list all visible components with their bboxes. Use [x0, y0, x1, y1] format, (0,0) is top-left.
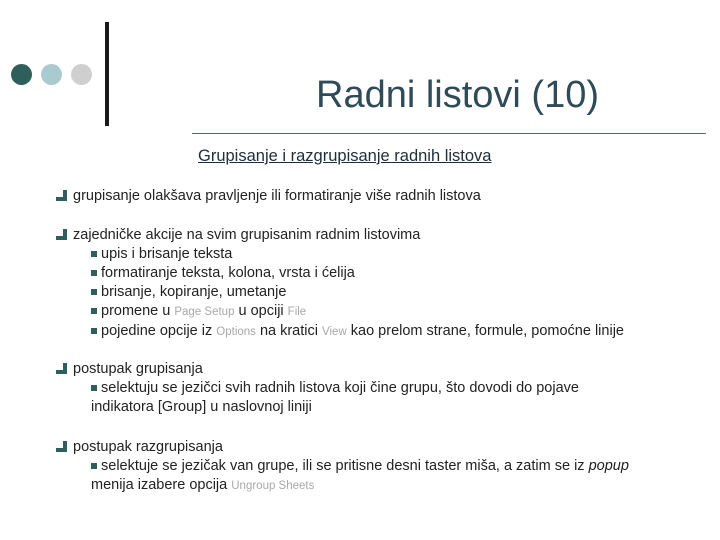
- menu-ref-ungroup-sheets: Ungroup Sheets: [231, 480, 315, 492]
- small-square-bullet-icon: [91, 251, 97, 257]
- menu-ref-file: File: [287, 306, 307, 318]
- bullet-block-1: [60, 187, 710, 206]
- bullet-block-2: [60, 226, 710, 342]
- square-bullet-icon: [56, 441, 67, 452]
- sub-bullet-text: selektuju se jezičci svih radnih listova koji čine grupu, što dovodi do pojave: [101, 380, 579, 396]
- small-square-bullet-icon: [91, 328, 97, 334]
- small-square-bullet-icon: [91, 270, 97, 276]
- sub-bullet-continuation: indikatora [Group] u naslovnoj liniji: [91, 399, 312, 415]
- bullet-text: grupisanje olakšava pravljenje ili formatiranje više radnih listova: [73, 188, 481, 204]
- sub-bullet-text: formatiranje teksta, kolona, vrsta i ćelija: [101, 265, 355, 281]
- title-rule: [192, 133, 706, 134]
- sub-bullet-continuation: menija izabere opcija Ungroup Sheets: [91, 477, 315, 493]
- sub-bullet-item: [60, 322, 710, 342]
- bullet-text: zajedničke akcije na svim grupisanim radnim listovima: [73, 227, 421, 243]
- decor-dot-teal: [41, 64, 62, 85]
- sub-bullet-item: [60, 283, 710, 302]
- bullet-text: postupak grupisanja: [73, 361, 203, 377]
- decor-dot-dark: [11, 64, 32, 85]
- sub-bullet-text: selektuje se jezičak van grupe, ili se pritisne desni taster miša, a zatim se iz popup: [101, 458, 629, 474]
- sub-bullet-text: pojedine opcije iz Options na kratici View kao prelom strane, formule, pomoćne linije: [101, 323, 624, 339]
- menu-ref-options: Options: [216, 326, 256, 338]
- sub-bullet-text: promene u Page Setup u opciji File: [101, 303, 307, 319]
- square-bullet-icon: [56, 363, 67, 374]
- bullet-item: [60, 360, 710, 379]
- decor-dot-grey: [71, 64, 92, 85]
- menu-ref-view: View: [322, 326, 347, 338]
- bullet-block-4: [60, 438, 710, 496]
- small-square-bullet-icon: [91, 308, 97, 314]
- square-bullet-icon: [56, 190, 67, 201]
- square-bullet-icon: [56, 229, 67, 240]
- sub-bullet-item: [60, 379, 710, 398]
- bullet-text: postupak razgrupisanja: [73, 439, 223, 455]
- sub-bullet-item: [60, 302, 710, 322]
- small-square-bullet-icon: [91, 385, 97, 391]
- popup-term: popup: [588, 458, 629, 474]
- bullet-block-3: [60, 360, 710, 417]
- bullet-item: [60, 226, 710, 245]
- small-square-bullet-icon: [91, 463, 97, 469]
- small-square-bullet-icon: [91, 289, 97, 295]
- sub-bullet-item: [60, 264, 710, 283]
- sub-bullet-text: upis i brisanje teksta: [101, 246, 233, 262]
- slide-subtitle: Grupisanje i razgrupisanje radnih listova: [198, 147, 492, 165]
- decor-vertical-bar: [105, 22, 109, 126]
- slide-title: Radni listovi (10): [316, 74, 599, 116]
- sub-bullet-item: [60, 457, 710, 476]
- bullet-item: [60, 187, 710, 206]
- bullet-item: [60, 438, 710, 457]
- sub-bullet-item: [60, 245, 710, 264]
- menu-ref-page-setup: Page Setup: [174, 306, 235, 318]
- sub-bullet-text: brisanje, kopiranje, umetanje: [101, 284, 287, 300]
